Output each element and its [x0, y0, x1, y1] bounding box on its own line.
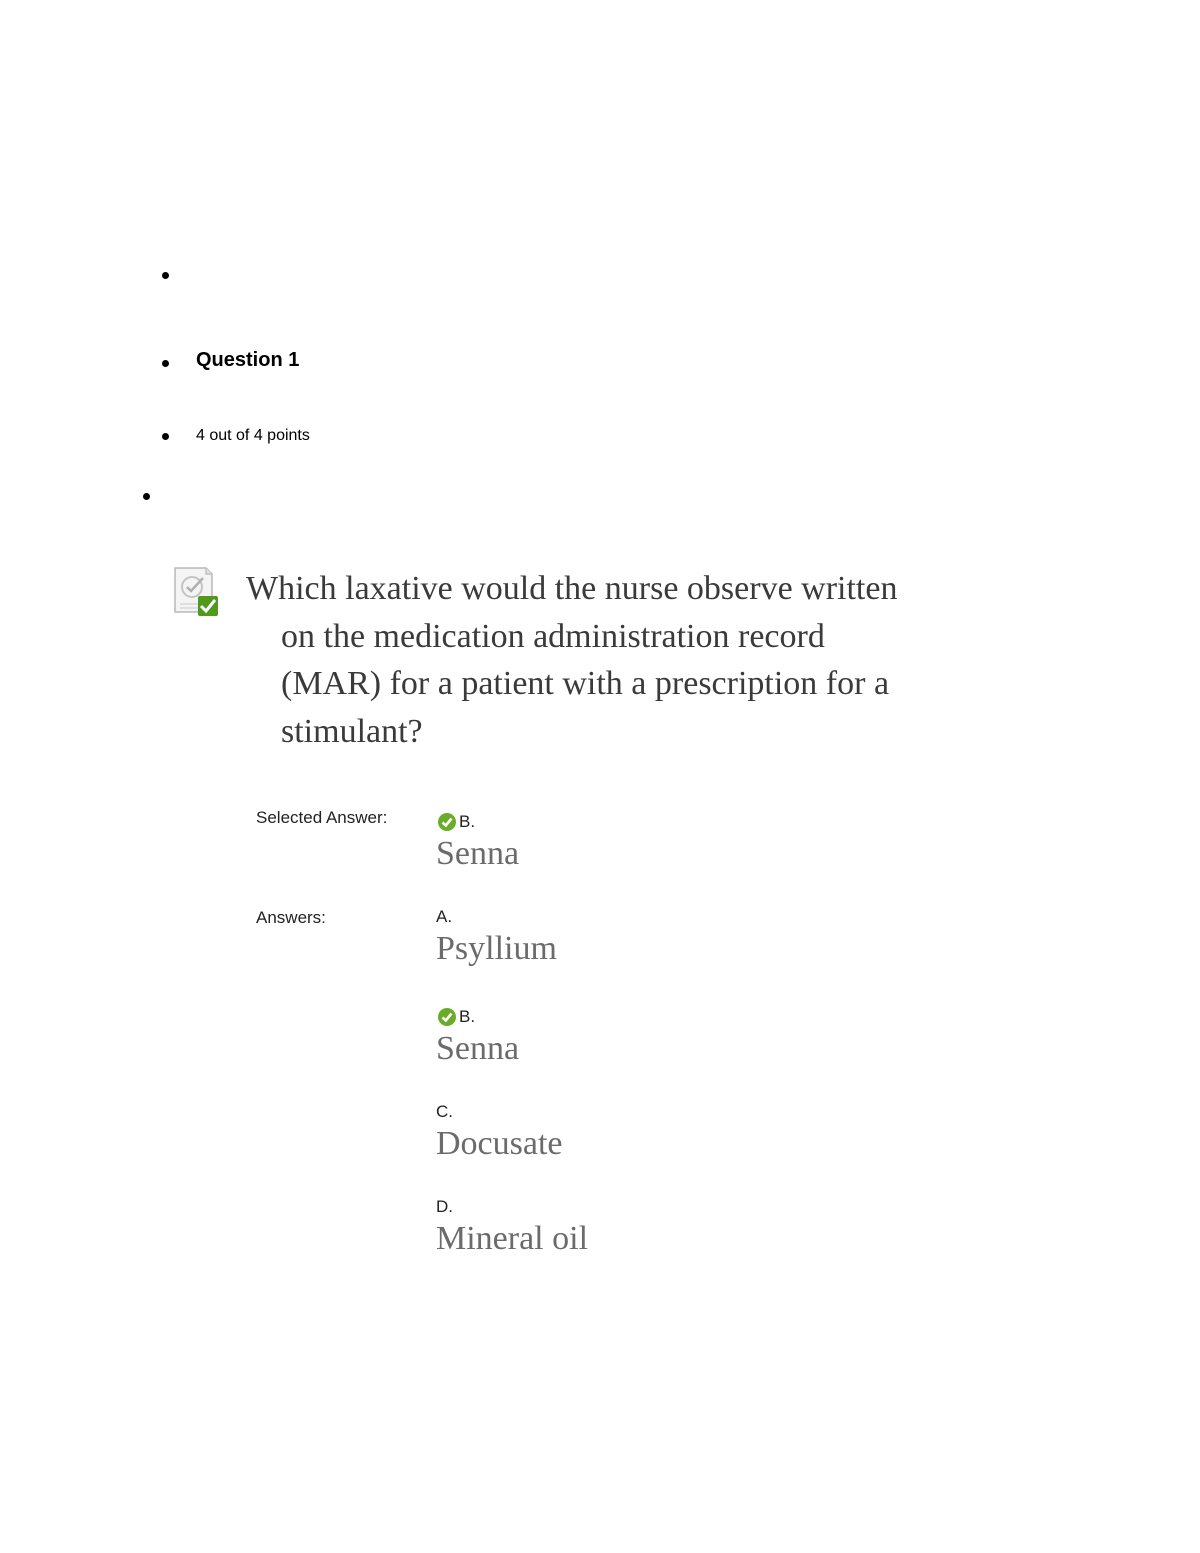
- answer-option-d: [436, 1197, 588, 1259]
- correct-check-icon: [437, 812, 457, 832]
- answer-letter: C.: [436, 1102, 453, 1121]
- answer-letter: B.: [459, 1007, 476, 1026]
- correct-answer-icon: [172, 566, 220, 618]
- selected-answer-letter: B.: [459, 812, 476, 831]
- list-bullet: [143, 493, 150, 500]
- correct-check-icon: [437, 1007, 457, 1027]
- list-bullet: [162, 272, 169, 279]
- answer-text: Senna: [436, 1030, 520, 1067]
- question-title: Question 1: [196, 349, 300, 371]
- answer-text: Psyllium: [436, 930, 557, 967]
- answer-option-b: [436, 1007, 519, 1069]
- selected-answer-label: Selected Answer:: [256, 808, 388, 827]
- list-bullet: [162, 433, 169, 440]
- answers-label: Answers:: [256, 908, 326, 927]
- answer-text: Docusate: [436, 1125, 563, 1162]
- answer-letter: A.: [436, 907, 453, 926]
- question-text: Which laxative would the nurse observe written on the medication administration record (MAR) for a patient with a prescription for a stimulant?: [246, 570, 898, 750]
- answer-letter: D.: [436, 1197, 453, 1216]
- list-bullet: [162, 360, 169, 367]
- selected-answer-text: Senna: [436, 835, 520, 872]
- answer-option-c: [436, 1102, 563, 1164]
- question-points: 4 out of 4 points: [196, 427, 310, 444]
- answer-option-a: [436, 907, 557, 969]
- answer-text: Mineral oil: [436, 1220, 589, 1257]
- selected-answer: [436, 812, 519, 874]
